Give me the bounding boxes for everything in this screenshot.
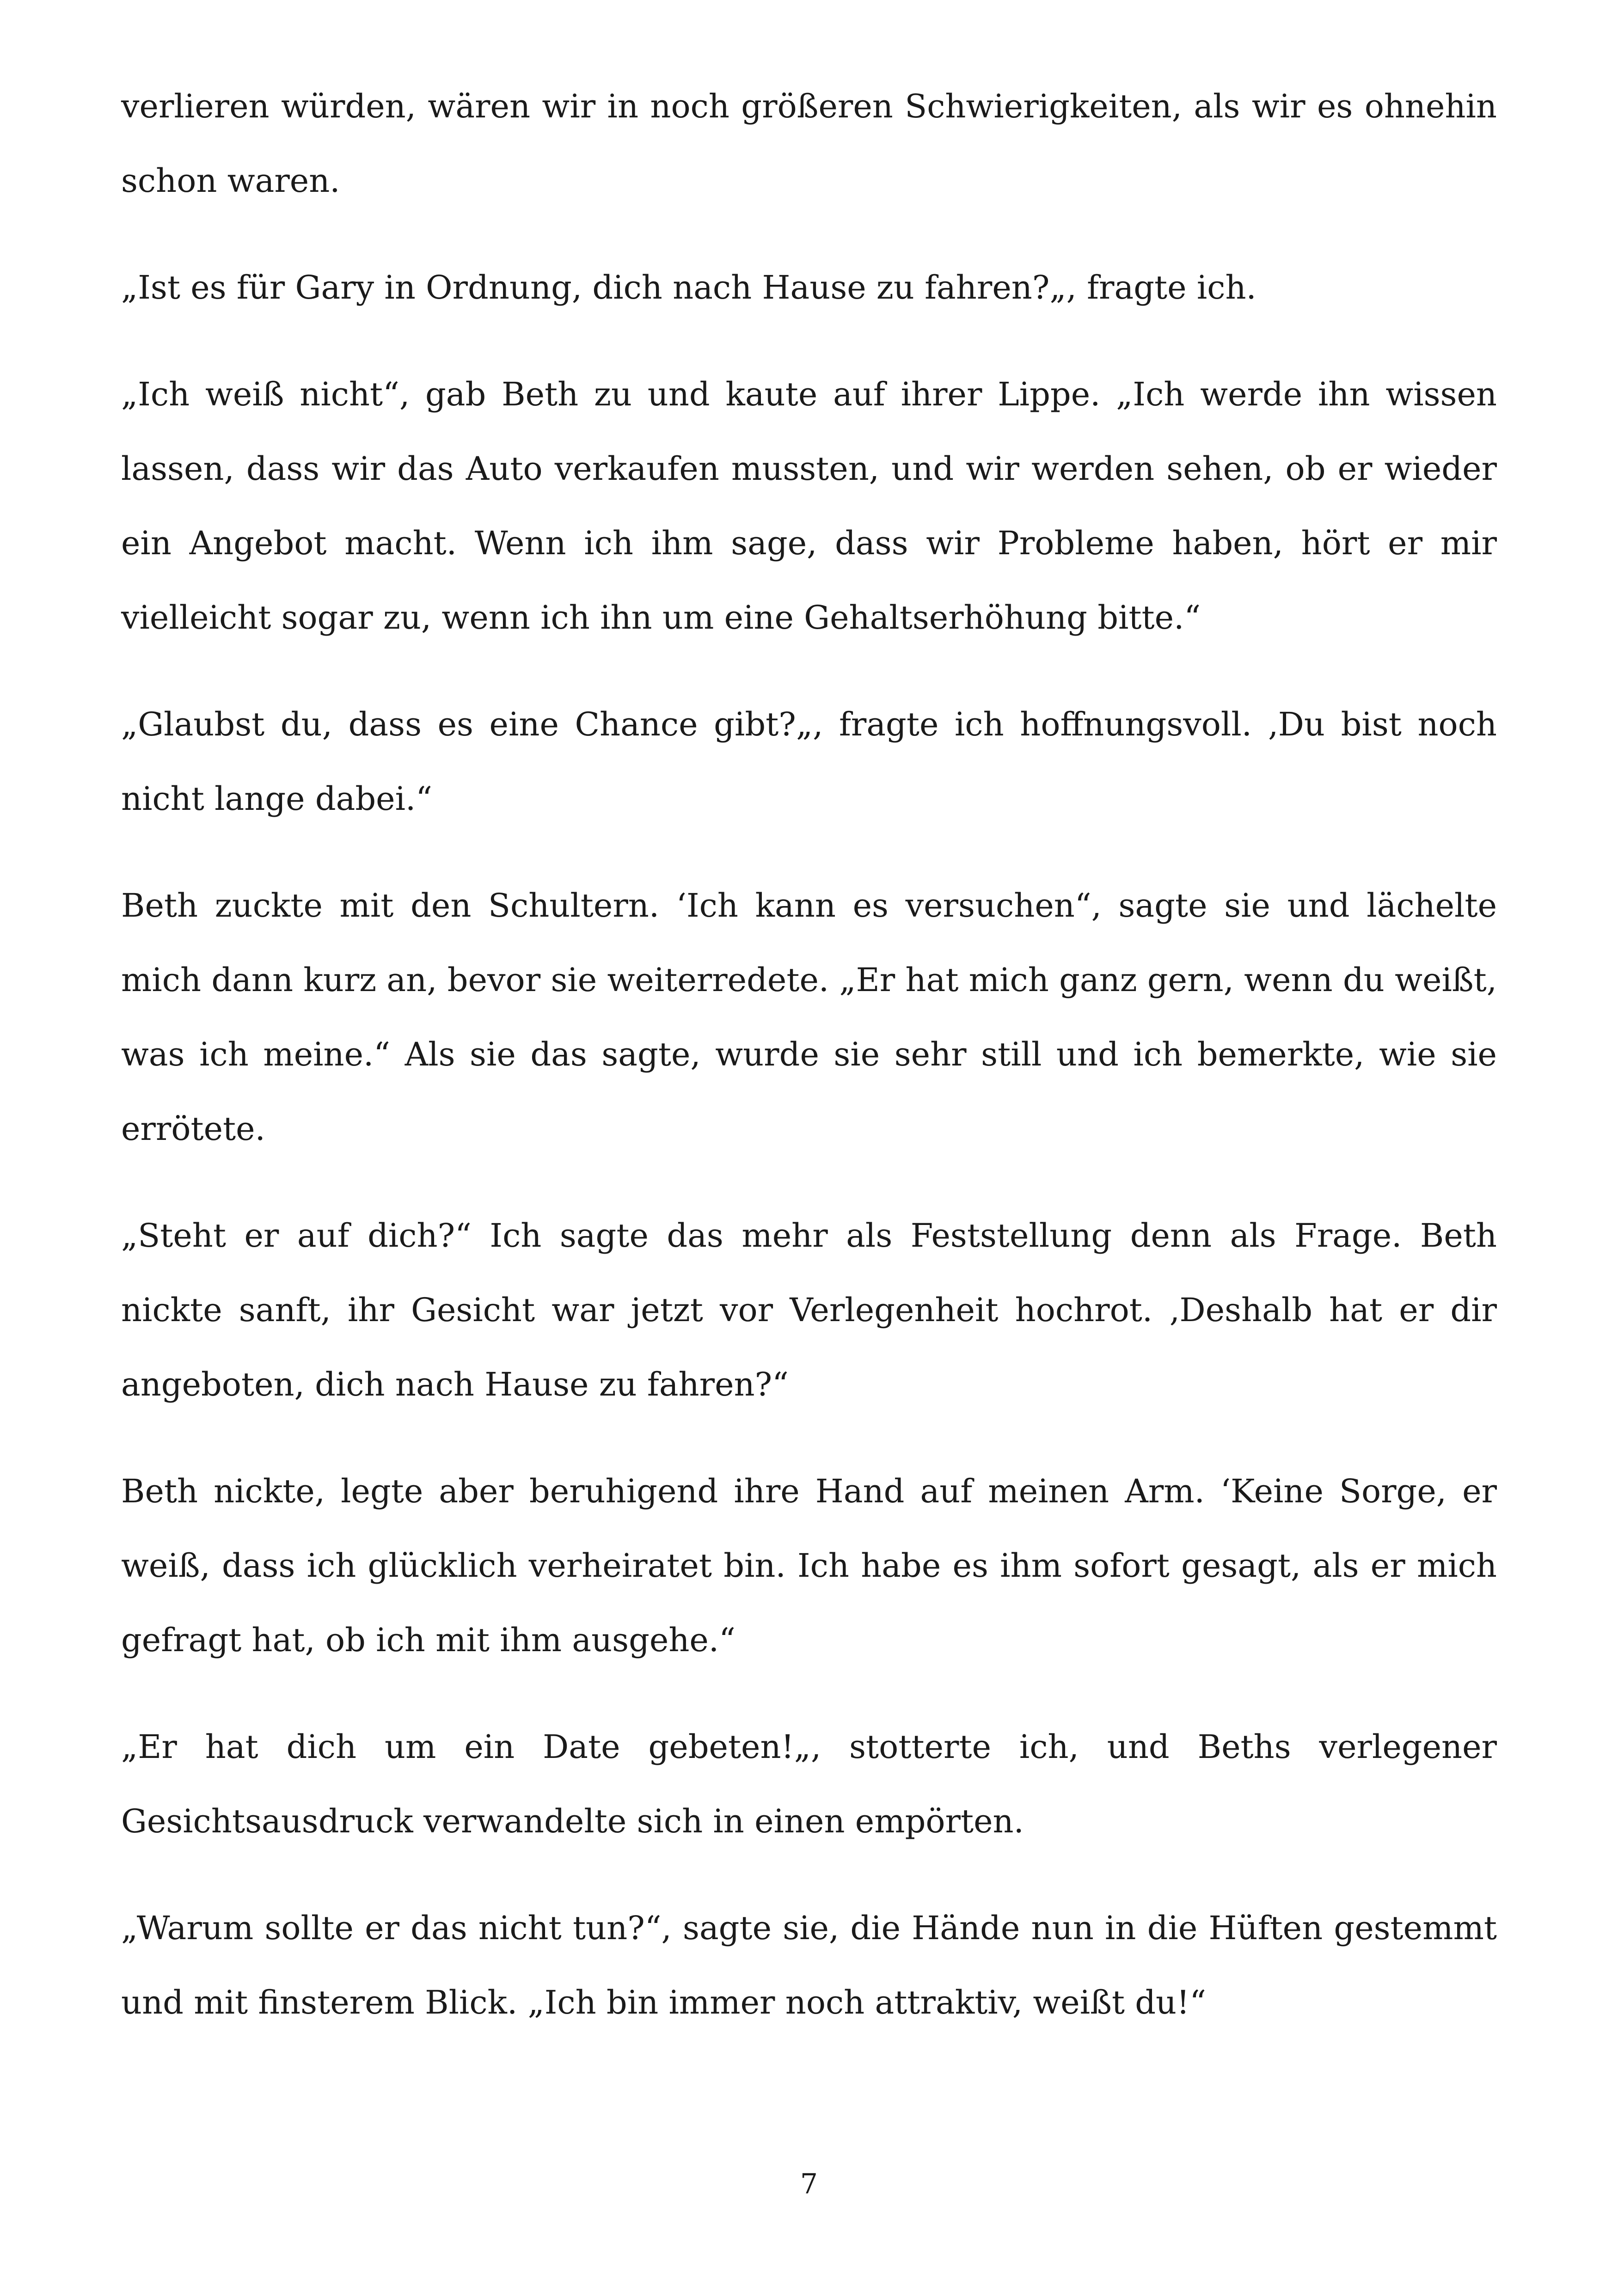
paragraph-3: „Ich weiß nicht“, gab Beth zu und kaute auf ihrer Lippe. „Ich werde ihn wissen lassen, dass wir das Auto verkaufen mussten, und wir werden sehen, ob er wieder ein Angebot macht. Wenn ich ihm sage, dass wir Probleme haben, hört er mir vielleicht sogar zu, wenn ich ihn um eine Gehaltserhöhung bitte.“ <box>121 375 1497 637</box>
paragraph-8: „Er hat dich um ein Date gebeten!„, stotterte ich, und Beths verlegener Gesichtsausdruck verwandelte sich in einen empörten. <box>121 1728 1497 1840</box>
body-text <box>121 69 1497 2072</box>
paragraph-7: Beth nickte, legte aber beruhigend ihre Hand auf meinen Arm. ‘Keine Sorge, er weiß, dass ich glücklich verheiratet bin. Ich habe es ihm sofort gesagt, als er mich gefragt hat, ob ich mit ihm ausgehe.“ <box>121 1472 1497 1659</box>
paragraph-5: Beth zuckte mit den Schultern. ‘Ich kann es versuchen“, sagte sie und lächelte mich dann kurz an, bevor sie weiterredete. „Er hat mich ganz gern, wenn du weißt, was ich meine.“ Als sie das sagte, wurde sie sehr still und ich bemerkte, wie sie errötete. <box>121 887 1497 1148</box>
paragraph-1: verlieren würden, wären wir in noch größeren Schwierigkeiten, als wir es ohnehin schon waren. <box>121 87 1497 200</box>
paragraph-4: „Glaubst du, dass es eine Chance gibt?„, fragte ich hoffnungsvoll. ‚Du bist noch nicht lange dabei.“ <box>121 705 1497 818</box>
paragraph-6: „Steht er auf dich?“ Ich sagte das mehr als Feststellung denn als Frage. Beth nickte sanft, ihr Gesicht war jetzt vor Verlegenheit hochrot. ‚Deshalb hat er dir angeboten, dich nach Hause zu fahren?“ <box>121 1217 1497 1403</box>
page-number: 7 <box>800 2168 818 2200</box>
paragraph-2: „Ist es für Gary in Ordnung, dich nach Hause zu fahren?„, fragte ich. <box>121 269 1256 306</box>
paragraph-9: „Warum sollte er das nicht tun?“, sagte sie, die Hände nun in die Hüften gestemmt und mit finsterem Blick. „Ich bin immer noch attraktiv, weißt du!“ <box>121 1909 1497 2021</box>
